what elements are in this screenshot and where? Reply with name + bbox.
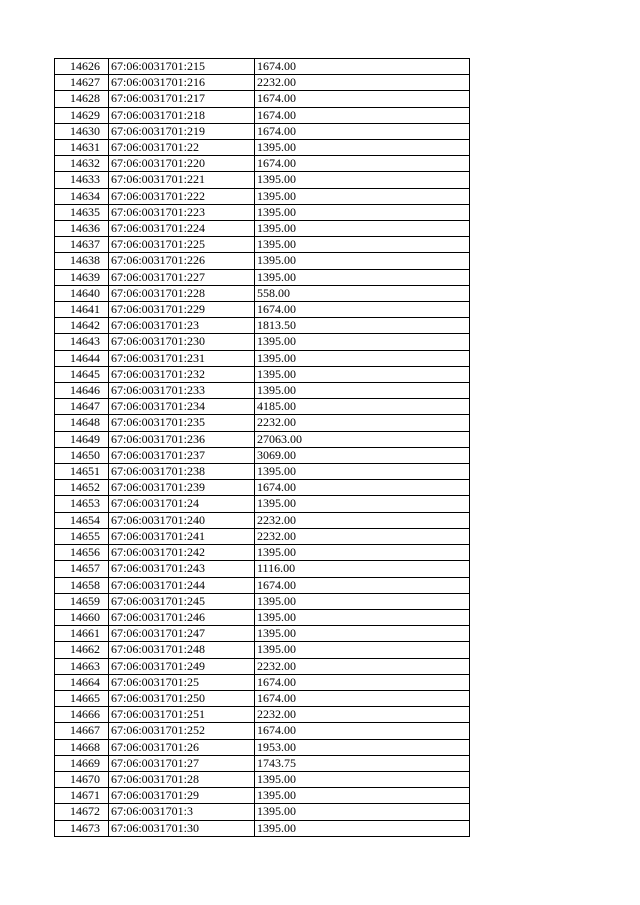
cadastral-number-cell: 67:06:0031701:26 [109,739,255,755]
cadastral-number-cell: 67:06:0031701:25 [109,674,255,690]
value-cell: 1395.00 [255,496,470,512]
table-row [55,707,470,723]
cadastral-value-table [54,58,470,837]
table-row [55,771,470,787]
cadastral-number-cell: 67:06:0031701:230 [109,334,255,350]
value-cell: 1395.00 [255,334,470,350]
row-number-cell: 14646 [55,383,109,399]
value-cell: 1116.00 [255,561,470,577]
cadastral-number-cell: 67:06:0031701:236 [109,431,255,447]
table-row [55,577,470,593]
cadastral-number-cell: 67:06:0031701:242 [109,545,255,561]
value-cell: 1395.00 [255,383,470,399]
value-cell: 1674.00 [255,723,470,739]
cadastral-number-cell: 67:06:0031701:232 [109,366,255,382]
value-cell: 1395.00 [255,253,470,269]
table-row [55,528,470,544]
table-row [55,221,470,237]
value-cell: 1674.00 [255,59,470,75]
cadastral-number-cell: 67:06:0031701:219 [109,123,255,139]
cadastral-number-cell: 67:06:0031701:234 [109,399,255,415]
value-cell: 1674.00 [255,577,470,593]
table-row [55,140,470,156]
cadastral-number-cell: 67:06:0031701:223 [109,204,255,220]
table-row [55,350,470,366]
cadastral-number-cell: 67:06:0031701:28 [109,771,255,787]
row-number-cell: 14657 [55,561,109,577]
row-number-cell: 14662 [55,642,109,658]
row-number-cell: 14629 [55,107,109,123]
table-row [55,123,470,139]
table-row [55,269,470,285]
value-cell: 1395.00 [255,609,470,625]
row-number-cell: 14645 [55,366,109,382]
table-row [55,690,470,706]
value-cell: 1674.00 [255,302,470,318]
value-cell: 1395.00 [255,788,470,804]
row-number-cell: 14642 [55,318,109,334]
row-number-cell: 14641 [55,302,109,318]
value-cell: 1674.00 [255,107,470,123]
table-row [55,561,470,577]
cadastral-number-cell: 67:06:0031701:251 [109,707,255,723]
row-number-cell: 14661 [55,626,109,642]
cadastral-number-cell: 67:06:0031701:233 [109,383,255,399]
cadastral-number-cell: 67:06:0031701:246 [109,609,255,625]
cadastral-number-cell: 67:06:0031701:227 [109,269,255,285]
cadastral-number-cell: 67:06:0031701:244 [109,577,255,593]
table-row [55,431,470,447]
value-cell: 2232.00 [255,528,470,544]
cadastral-number-cell: 67:06:0031701:218 [109,107,255,123]
table-row [55,593,470,609]
row-number-cell: 14673 [55,820,109,836]
value-cell: 2232.00 [255,658,470,674]
value-cell: 1395.00 [255,626,470,642]
cadastral-number-cell: 67:06:0031701:228 [109,285,255,301]
value-cell: 1395.00 [255,593,470,609]
row-number-cell: 14666 [55,707,109,723]
row-number-cell: 14672 [55,804,109,820]
cadastral-number-cell: 67:06:0031701:3 [109,804,255,820]
row-number-cell: 14660 [55,609,109,625]
cadastral-number-cell: 67:06:0031701:225 [109,237,255,253]
row-number-cell: 14648 [55,415,109,431]
value-cell: 1395.00 [255,771,470,787]
table-row [55,59,470,75]
table-row [55,366,470,382]
value-cell: 1395.00 [255,366,470,382]
table-row [55,755,470,771]
row-number-cell: 14652 [55,480,109,496]
row-number-cell: 14664 [55,674,109,690]
cadastral-number-cell: 67:06:0031701:252 [109,723,255,739]
cadastral-number-cell: 67:06:0031701:238 [109,464,255,480]
value-cell: 558.00 [255,285,470,301]
row-number-cell: 14656 [55,545,109,561]
row-number-cell: 14658 [55,577,109,593]
cadastral-number-cell: 67:06:0031701:215 [109,59,255,75]
row-number-cell: 14630 [55,123,109,139]
table-row [55,399,470,415]
row-number-cell: 14643 [55,334,109,350]
cadastral-number-cell: 67:06:0031701:216 [109,75,255,91]
table-body [55,59,470,837]
value-cell: 3069.00 [255,447,470,463]
value-cell: 1395.00 [255,350,470,366]
value-cell: 4185.00 [255,399,470,415]
value-cell: 1395.00 [255,545,470,561]
table-row [55,75,470,91]
cadastral-number-cell: 67:06:0031701:22 [109,140,255,156]
row-number-cell: 14670 [55,771,109,787]
table-row [55,788,470,804]
value-cell: 2232.00 [255,75,470,91]
table-row [55,609,470,625]
row-number-cell: 14663 [55,658,109,674]
value-cell: 1674.00 [255,480,470,496]
value-cell: 1674.00 [255,156,470,172]
cadastral-number-cell: 67:06:0031701:220 [109,156,255,172]
row-number-cell: 14639 [55,269,109,285]
row-number-cell: 14644 [55,350,109,366]
row-number-cell: 14634 [55,188,109,204]
value-cell: 1674.00 [255,690,470,706]
table-row [55,188,470,204]
value-cell: 1395.00 [255,464,470,480]
cadastral-number-cell: 67:06:0031701:29 [109,788,255,804]
table-row [55,723,470,739]
table-row [55,447,470,463]
value-cell: 1953.00 [255,739,470,755]
row-number-cell: 14653 [55,496,109,512]
value-cell: 1395.00 [255,172,470,188]
table-row [55,545,470,561]
value-cell: 1395.00 [255,269,470,285]
cadastral-number-cell: 67:06:0031701:217 [109,91,255,107]
row-number-cell: 14635 [55,204,109,220]
value-cell: 1395.00 [255,820,470,836]
row-number-cell: 14654 [55,512,109,528]
table-row [55,204,470,220]
row-number-cell: 14627 [55,75,109,91]
cadastral-number-cell: 67:06:0031701:229 [109,302,255,318]
row-number-cell: 14668 [55,739,109,755]
row-number-cell: 14655 [55,528,109,544]
cadastral-number-cell: 67:06:0031701:221 [109,172,255,188]
cadastral-number-cell: 67:06:0031701:250 [109,690,255,706]
row-number-cell: 14626 [55,59,109,75]
cadastral-number-cell: 67:06:0031701:23 [109,318,255,334]
row-number-cell: 14640 [55,285,109,301]
row-number-cell: 14659 [55,593,109,609]
table-row [55,674,470,690]
value-cell: 1395.00 [255,140,470,156]
cadastral-number-cell: 67:06:0031701:249 [109,658,255,674]
table-row [55,302,470,318]
row-number-cell: 14650 [55,447,109,463]
value-cell: 1395.00 [255,188,470,204]
cadastral-number-cell: 67:06:0031701:240 [109,512,255,528]
table-row [55,626,470,642]
value-cell: 1674.00 [255,91,470,107]
value-cell: 2232.00 [255,512,470,528]
value-cell: 2232.00 [255,415,470,431]
cadastral-number-cell: 67:06:0031701:245 [109,593,255,609]
table-row [55,464,470,480]
cadastral-number-cell: 67:06:0031701:248 [109,642,255,658]
table-row [55,642,470,658]
table-row [55,820,470,836]
cadastral-number-cell: 67:06:0031701:241 [109,528,255,544]
table-row [55,383,470,399]
row-number-cell: 14638 [55,253,109,269]
table-row [55,512,470,528]
row-number-cell: 14632 [55,156,109,172]
cadastral-number-cell: 67:06:0031701:247 [109,626,255,642]
table-row [55,318,470,334]
value-cell: 2232.00 [255,707,470,723]
table-row [55,739,470,755]
cadastral-number-cell: 67:06:0031701:237 [109,447,255,463]
table-row [55,496,470,512]
value-cell: 1813.50 [255,318,470,334]
table-row [55,285,470,301]
cadastral-number-cell: 67:06:0031701:224 [109,221,255,237]
table-row [55,658,470,674]
table-row [55,334,470,350]
table-row [55,156,470,172]
table-row [55,91,470,107]
row-number-cell: 14667 [55,723,109,739]
row-number-cell: 14647 [55,399,109,415]
cadastral-number-cell: 67:06:0031701:226 [109,253,255,269]
cadastral-number-cell: 67:06:0031701:27 [109,755,255,771]
value-cell: 1395.00 [255,204,470,220]
table-row [55,107,470,123]
table-row [55,172,470,188]
value-cell: 1395.00 [255,804,470,820]
table-row [55,480,470,496]
table-row [55,804,470,820]
cadastral-number-cell: 67:06:0031701:24 [109,496,255,512]
cadastral-number-cell: 67:06:0031701:222 [109,188,255,204]
row-number-cell: 14637 [55,237,109,253]
value-cell: 27063.00 [255,431,470,447]
value-cell: 1743.75 [255,755,470,771]
value-cell: 1395.00 [255,221,470,237]
value-cell: 1395.00 [255,237,470,253]
row-number-cell: 14633 [55,172,109,188]
cadastral-number-cell: 67:06:0031701:239 [109,480,255,496]
cadastral-number-cell: 67:06:0031701:235 [109,415,255,431]
row-number-cell: 14628 [55,91,109,107]
cadastral-number-cell: 67:06:0031701:243 [109,561,255,577]
row-number-cell: 14649 [55,431,109,447]
row-number-cell: 14631 [55,140,109,156]
cadastral-number-cell: 67:06:0031701:30 [109,820,255,836]
row-number-cell: 14651 [55,464,109,480]
row-number-cell: 14665 [55,690,109,706]
row-number-cell: 14669 [55,755,109,771]
cadastral-number-cell: 67:06:0031701:231 [109,350,255,366]
row-number-cell: 14636 [55,221,109,237]
value-cell: 1674.00 [255,674,470,690]
table-row [55,237,470,253]
table-row [55,415,470,431]
value-cell: 1395.00 [255,642,470,658]
table-row [55,253,470,269]
value-cell: 1674.00 [255,123,470,139]
row-number-cell: 14671 [55,788,109,804]
